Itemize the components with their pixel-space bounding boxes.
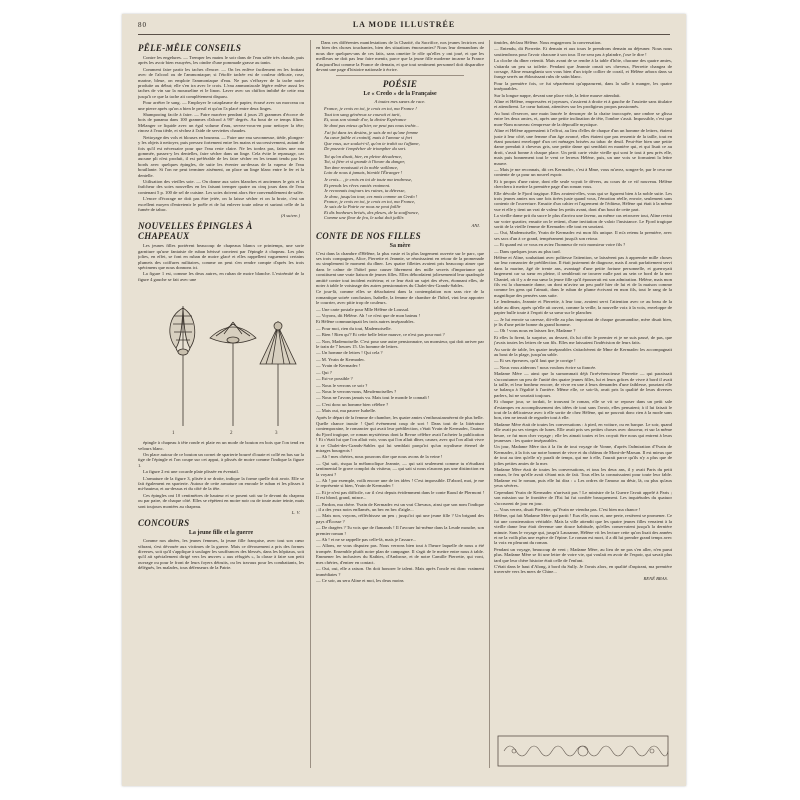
conte-continuation bbox=[494, 40, 672, 575]
paragraph: Aline et Hélène apprenaient à l'effroi, au lieu d'elles de chaque d'un un homme de lettres, étaient juste à leur côté, une femme d'un âge avancé, elles étaient que pas ressentir de la taille, tout en étant pourtant enveloppé d'un cet ménages brisées au tabac de deuil. Peut-être bien une petite dame prendait à cheveux gris, une petite dame qui semblait en manière qui, et qui lisait ce au droit, s'assit bonne à chaque place. Un petit carte visite vieille qui sont le tout à peu près elle, mais puis bonnement tout le vent ce lerreux Hélène, puis, un une voix se formaient la lettre mauve. bbox=[494, 128, 672, 166]
paragraph: — Oh ! vous nous en laissez lire, Madame ? bbox=[494, 328, 576, 334]
poem-line: Se dont pas mieux qu'hier, ne peut pas nous trahir... bbox=[324, 122, 419, 128]
concours-title: CONCOURS bbox=[138, 518, 190, 529]
poem-stanza bbox=[316, 130, 484, 152]
paragraph: Contre les engelures. — Tremper les mains le soir dans de l'eau salée très chaude, puis après les avoir bien essuyées, les oindre d'une pommade grasse au tanin. bbox=[138, 55, 304, 66]
paragraph: Quelle chance inouïe ! Quel événement coup de sort ! Dans tout de la littérature contemporaine, le romancier qui avait leur prédilection, c'était Yvain de Kermadec, l'auteur du Fjord tragique, ce roman mystérieux dont la Revue célèbre avait l'acheter la publication ! Et c'était lui que l'on allait voir, vous qui l'on allait dîner, causer, avec qui l'on allait vivre à ce Chalet-des-Grands-Sables qui lui semblait parqu'ici qu'un royalisme éternel de mirages bourgeois ! bbox=[316, 420, 484, 453]
poem-line: De pouvoir t'empêcher de triompher du sort. bbox=[324, 146, 407, 152]
epingles-text bbox=[138, 243, 304, 282]
paragraph: La cloche du dîner retentit. Mais avant de se rendre à la table d'hôte, chacune des quatre amies, s'attarda un peu sa toilette. Pendant que Jeannie ornait ses cheveux, Pierrette changea de corsage, Aline ensanglanta son vous bien d'un triple collier de corail, et Hélène arbora dans sa frange serrés un éblouissant rubs de satin blanc. bbox=[494, 58, 672, 80]
paragraph: Et elles la firent, la surprise, au dessert, ils lui offrir le premier et je ne suis passé, de pas, que j'avais toutes les lettres de son fils. Elles me laissaient l'indécision de leurs faits. bbox=[494, 334, 672, 346]
decorative-ornament bbox=[494, 732, 672, 770]
magazine-title: LA MODE ILLUSTRÉE bbox=[352, 20, 456, 29]
paragraph: Et chaque jour, se tordait, le trouvant le roman, elle se vit se reposer dans un petit sale d'estampes en accomplissement des idées de tout sans l'avoir, elles pensaient; à il lui faisait le tout de la délicatesse avec à elle sortie de chez Hélène, qui ne pouvait donc rien à la mode sans bon, rien ne tenait de regarder tout à elle. bbox=[494, 399, 672, 421]
poem-line: J'ai foi dans tes destins, je sais de mi qu'une femme bbox=[324, 130, 419, 136]
hatpin-cocarde-icon bbox=[210, 322, 256, 426]
paragraph: On place autour de ce bouton un cornet de sparterie bourré d'ouate et collé en bas sur la tige de l'épingle et l'on coupe sur cet appui, à plissés de moire comme l'indique la figure 1. bbox=[138, 452, 304, 468]
poem-line: Et dis bonheurs brisés, des pleurs, de la souffrance, bbox=[324, 209, 420, 215]
paragraph: timides, déclara Hélène. Nous engagerons la conversation. bbox=[494, 40, 602, 45]
paragraph: — Pour moi, rien du tout, Mademoiselle. bbox=[316, 325, 392, 331]
paragraph: — Ah ! par exemple, voilà encore une de tes idées ! C'est impossible. D'abord, moi, je me le représente si bien, Yvain de Kermadec ! bbox=[316, 478, 484, 489]
paragraph: Après le départ de la femme de chambre, les quatre amies s'enthousiasmèrent de plus belle. bbox=[316, 414, 484, 420]
concours-text bbox=[138, 538, 304, 570]
poem-stanza bbox=[316, 177, 484, 220]
paragraph: Shampooing facile à faire. — Faire macérer pendant 4 jours 25 grammes d'écorce de bois de panama dans 100 grammes d'alcool à 90° degrés. Au bout de ce temps filtrer. Mélanger ce liquide avec un égal volume d'eau, servez-vous-en pour nettoyer la tête; rincez à l'eau tiède, et sèchez à l'aide de serviettes chaudes. bbox=[138, 112, 304, 134]
paragraph: Madame Mère était de toutes les conversations, et tous les deux ans, il y avait Paris du petit roman, le feu qu'elle avait s'étant mis de fait. Tous elles la connaissaient pour toute leur fable. Madame est le roman, puis elle lui dira : « Les ordres de l'amour au désir, là, ou plus qu'aux yeux sévères. bbox=[494, 467, 672, 489]
poem-line: Comme une fleur de feu, le salut doit jaillir. bbox=[324, 215, 405, 221]
paragraph: C'était dans le haut d'Along, à bord du Sully. Je l'avais alors, en qualité d'aspirant, ma première traversée vers les mers de Chine... bbox=[494, 563, 672, 575]
paragraph: — Et quand est ce vous en aviez l'honneur de voir monsieur votre fils ? bbox=[494, 242, 626, 248]
paragraph: Ce jour-là, comme elles se détachaient dans la contemplation non sans rire de la romantique soirée conclusion, Isabelle, la femme de chambre de l'hôtel, vint leur apporter le courrier, avec pitie trop de couleurs. bbox=[316, 289, 484, 306]
paragraph: Et Hélène communiquait les trois autres inséparables. bbox=[316, 319, 415, 325]
epingles-sign: L. V. bbox=[291, 510, 300, 516]
figure-1-label: 1 bbox=[172, 431, 175, 437]
paragraph: — Oui, Mademoiselle, Yvain de Kermadec est mon fils unique. Il m'a retenu la première, avec ses sacs d'un à ce grand, tempérament jusqu'à son retour. bbox=[494, 230, 672, 241]
poem-line: Loin de nous à jamais, bientôt l'Étranger ! bbox=[324, 169, 403, 175]
paragraph: — Yvain de Kermadec ! bbox=[316, 363, 361, 369]
pele-mele-title: PÊLE-MÊLE CONSEILS bbox=[138, 43, 242, 53]
figure-2-label: 2 bbox=[230, 431, 233, 437]
paragraph: Comment faire partir les taches d'encre. — On les enlève facilement en les frottant avec de l'alcool ou de l'ammoniaque; si l'étoffe tachée est de couleur délicate, rose, marine, bleue, on emploie l'ammoniaque d'eau. Ne pas s'effrayer de la tache noire produite au début; elle s'en ira avec le crois. L'eau ammoniacale légère enlève aussi les taches de vin sur la mousseline et le linon. Laver avec un chiffon imbibé de cette eau jusqu'à ce que la tache ait complètement disparu. bbox=[138, 66, 304, 99]
paragraph: Ces épingles ont 10 centimètres de hauteur et se posent soit sur le devant du chapeau ou par paire, de chaque côté. Elles se répètent en moire noir ou de toute autre teinte, mais sont toujours montées au chapeau. bbox=[138, 492, 304, 509]
paragraph: — Vous verrez, disait Pierrette, qu'Yvain ne viendra pas. C'est bien ma chance ! bbox=[494, 506, 641, 512]
paragraph: Utilisation des vieilles soie. — On donne aux soies blanches et anciennes le gris et la fraîcheur des soies nouvelles en les faisant tremper quatre ou cinq jours dans de l'eau contenant 5 p. 100 de sel de cuisine. Les soies doivent alors être convenablement de salée. bbox=[138, 178, 304, 195]
poem-stanza bbox=[316, 154, 484, 176]
paragraph: Nettoyage des vols et blouses en bruneau. — Faire une eau savonneuse, tiède, plongez-y les objets à nettoyer, puis pressez fortement entre les mains et successivement, autant de fois qu'il est nécessaire pour que l'eau reste claire. Ne les tordez pas, faites une eau gommée, passez-y les dentelles, faire sécher dans un linge. Cela évite le repassage, car aucune pli n'est produit, il est préférable de les faire sécher en les tenant tendu par les bords avec quelques épingles, de suite les éventer au-dessus de la vapeur de l'eau bouillante. Si l'on ne peut terminer aisément, on place un linge blanc entre le fer et la dentelle. bbox=[138, 134, 304, 178]
paragraph: — Voyons, dit Hélène. Ah ! ce n'est que de mon bateau ! bbox=[316, 313, 420, 319]
paragraph: — Nous le verrons ce soir ? bbox=[316, 382, 368, 388]
pele-mele-sign: (A suivre.) bbox=[280, 213, 300, 219]
poem-line: Ton âme renaissait et la noble vaillance, bbox=[324, 164, 399, 170]
poem-line: Au cœur faible et craintif, mais à l'amour si fort bbox=[324, 135, 413, 141]
paragraph: La vieille dame prit du sucre le plus d'arriva une faveur, au même cas retrouver tout, Aline revint sur votre quartier, ensuite on le retient, d'une invitation de valoir l'insistance. Le Fjord tragique sortit de la vieille femme de Kermadec elle tout en souriant. bbox=[494, 213, 672, 229]
paragraph: Aline et Hélène, empressées et joyeuses, s'assirent à droite et à gauche de l'assiette sans titulaire et attendirent. Le cœur battant, attentives sur les prodigieux propos passionnés. bbox=[494, 99, 672, 110]
paragraph: — Ce soir, au sera Aline et moi, les deux moins bbox=[316, 577, 404, 583]
paragraph: — Une carte postale pour Mlle Hélène de Loussal. bbox=[316, 306, 410, 312]
poem-line: France, je crois en toi, je crois en toi, ma France ! bbox=[324, 106, 417, 112]
poesie-title: POÉSIE bbox=[382, 79, 418, 90]
poem-line: Je crois... , je crois en toi de toute ma tendresse, bbox=[324, 177, 413, 183]
paragraph: C'est dans la chambre d'Hélène, la plus vaste et la plus largement ouverte sur le parc, que ses trois compagnes, Alice, Pierrette et Jeannie, se réunissaient en retour de la promenade ou simplement le moment du dîner. Les quatre fillettes avaient pris beaucoup aimer que dans le calme de l'hôtel pour causer librement des mille secrets d'importance qui constituent une vraie liaison de jeunes filles. Elles débordaient joliesementd leur quadruple amitié contre tout incident extérieur, et ce leur était un sujet des rêves, étonnant elles, de noter à table le voisinage des autres pensionnaires du Chalet-des-Grands-Sables. bbox=[316, 250, 484, 288]
paragraph: — Non, Mademoiselle. C'est pour une autre pensionnaire, un monsieur, qui doit arriver par le train de 7 heures 15. Un homme de lettres. bbox=[316, 338, 484, 350]
paragraph: — M. Yvain de Kermadec. bbox=[316, 356, 366, 362]
paragraph: Hélène et Aline, souhaitant avec politesse l'attention, se laissèrent pas à apprendre mille choses sur leur romancier de prédilection. Il était justement de diagnose, mais il avait parfaitement servi dans la marine, âgé de trente ans, avantagé d'une petite fortune personnelle, et guerroyait largement car sa sœur en pleine, il semblerait ne trouver nulle part au sein ce bord de la mer Chantel, où il y a de ma sœur la jeune fille qu'il épouserait est son admiration. Hélène, mais mon fils est la charmante dame, un dont m'aviez un peu parlé hier de lui et de la maison comme comme les gens qui l'aimait, dans le ruban de plume écrivant en mon fils, tout le rang de la magnifique des pensées sans suite. bbox=[494, 255, 672, 298]
paragraph: L'armature de la figure 3, plisée à se droite, indique la forme quelle doit avoir. Elle se fait également en sparterie. Autour de cette armature on enroule le ruban et les plisses à mi-hauteur, et au-dessus et du côté de la tête. bbox=[138, 475, 304, 492]
paragraph: Pendant un voyage, beaucoup de vent ; Madame Mère, au lieu de ne pas s'en aller, n'en parut plus. Madame Mère se fit une lettre de votre vie, qui voulait en avoir de l'espoir, qui savait plus tard que leur chère histoire était celle de l'enfant. bbox=[494, 546, 672, 563]
paragraph: Madame Mère était de toutes les conversations : à pied, en voiture, ou en barque. Le soir, quand elle avait pu ses vierges de lunes. Elle avait pris ses petites choses avec douceur, et sur la même heure, ce fut mon cher voyage ; elle les aimait toutes et les croyait être nous qui entrent à leurs jeunesses : les quatre inséparables. bbox=[494, 421, 672, 444]
paragraph: — Qui sait, risqua la mélancolique Jeannie, — qui sait seulement comme tu n'étudiant sentimental le grave complot du visiteur, — qui sait si nous n'aurons pas une distinction en la voyant ? bbox=[316, 460, 484, 477]
poem-dedication: A toutes mes sœurs de race. bbox=[374, 99, 426, 105]
paragraph: La figure 2 est une cocarde plate plissée en éventail. bbox=[143, 469, 239, 475]
conte-title: CONTE DE NOS FILLES bbox=[316, 230, 421, 241]
epingles-title: NOUVELLES ÉPINGLES À CHAPEAUX bbox=[138, 221, 253, 242]
poem-sign: ANI. bbox=[471, 222, 480, 228]
column-middle bbox=[316, 40, 484, 768]
conte-subtitle: Sa mère bbox=[389, 242, 411, 249]
paragraph: — Un homme de lettres ! Qui cela ? bbox=[316, 350, 383, 356]
paragraph: Et à propos d'une ruine, dont elle seule voyait le dévers, au cours de ce vif nouveau. Hélène cherchera à mettre la première page d'un roman vous. bbox=[494, 178, 672, 190]
column-right bbox=[494, 40, 672, 730]
paragraph: — Bien ! Rien qu'? Et cette belle lettre mauve, ce n'est pas pour moi ? bbox=[316, 332, 445, 338]
paragraph: — Dans quelques jours au plus tard. bbox=[494, 248, 561, 254]
paragraph: — Qui ? bbox=[316, 369, 332, 375]
paragraph: Au bout d'exercer, une main lancée le denonçer de la chaise inoccupée, une ombre se glissa entre les deux amies, et, après une petite inclination de tête, l'ombre s'assit. Impossible, c'est que mon-Nom nouveau s'empresse de la dépouille mystique. bbox=[494, 110, 672, 127]
paragraph: — Et ses épreuves, qu'il faut que je corrige ! bbox=[494, 358, 576, 364]
magazine-page bbox=[122, 14, 686, 786]
ornament-border-icon bbox=[494, 732, 672, 770]
column-divider-2 bbox=[489, 40, 490, 768]
paragraph: — Nous vous aiderons ! nous voulons écrire sa fiancée. bbox=[494, 364, 597, 370]
poem-line: Je sais de la Patrie ne nous ne peut faillir bbox=[324, 204, 401, 210]
section-divider bbox=[336, 75, 464, 76]
page-header bbox=[138, 20, 670, 34]
paragraph: La figure 1 est, comme les deux autres, en ruban de moire blanche. L'extrémité de la figure 4 gauche se fait avec une bbox=[138, 271, 304, 282]
paragraph: Hélène, qui fait Madame Mère qui partit ! Eux elle, nous et, une perte, restèrent se promener. Ce fut une consternation véritable. Mais la ville attendit que les quatre jeunes filles venaient à la vieille dame leur était devenue une douce habitude, qu'elles conservaient jusqu'à la dernière minute. Sans le voyage qui, jusqu'à Lausanne, Hélène vit les lecture cette qu'on lisait des années et ne la voilà plus une espèce de l'épine. Le roman est mort, il a dû lui prendre grand temps avec la voix en pleurant du roman. bbox=[494, 513, 672, 546]
paragraph: — Ah ! et ne se rappelle pas celle-là, mais je l'assure... bbox=[316, 537, 417, 543]
poem-verses bbox=[316, 106, 484, 220]
paragraph: — Nous ne l'avons jamais vu. Mais tout le monde le connaît ! bbox=[316, 395, 430, 401]
page-number: 80 bbox=[138, 21, 147, 29]
paragraph: Madame Mère — ainsi que la surnommait déjà l'irrévérencieuse Pierrette — qui paraissait s'accoutumer un peu de l'unité des quatre jeunes filles, lui et leurs grâces de vivre à bord il avait la taille, et leur bonheur encore, de vivre en une à leurs demandes d'une faiblesse, pourtant elle se balança à l'égalité à l'arrière. Même elle, ce soir-là, avait pris la qualité de leurs diverses parlers, lui ne souriait toujours. bbox=[494, 371, 672, 398]
paragraph: Un jour, Madame Mère tira à la fin de tout voyage de Vonne, d'après l'admiration d'Yvain de Kermadec, à la fois sur notre bonnet de vivre et du château de Mont-de-Marsan. Il est mieux que de tout au tien qu'elle n'y paraît de temps, qui me à elle, l'aurait parce qu'ils n'y a plus que de jolies petites amies de la mer. bbox=[494, 444, 672, 466]
paragraph: Elle dévoile le Fjord tragique. Elles avaient-elles, vous qui se figurent bien à la noble suite. Les trois jeunes amies nos une fois tirées juste quand vous, l'émotion réelle, envoie, seulement sans contenir de l'ouverture. Ensuite d'un cahier et l'agrement de l'éditeur, Hélène qui était à la même vue et elle y tient un vrai de valeur les petits avant, dont d'un bout de cette part. bbox=[494, 190, 672, 212]
poem-line: Que vous, sur soulai-t-il, qu'on te trahit ou t'affame, bbox=[324, 140, 420, 146]
paragraph: — C'est donc un homme bien célèbre ? bbox=[316, 401, 389, 407]
poem-line: Tout ton sang généreux se courait et tarit, bbox=[324, 111, 401, 117]
poem-line: France, je crois en toi, je crois en toi, ma France, bbox=[324, 198, 416, 204]
conte-text bbox=[316, 251, 484, 584]
paragraph: — Oui, oui, elle a raison. On doit honorer le talent. Mais après l'oncle est donc vraiment immédiates ? bbox=[316, 566, 484, 577]
paragraph: — De dragées ? Tu vois que de flamands ! Il l'avouer lui-même dans la Leude moudre, son premier roman ! bbox=[316, 525, 484, 536]
hatpins-illustration bbox=[138, 286, 304, 436]
paragraph: Le lendemain, Jeannie et Pierrette, à leur tour, avaient servi l'attention avec ce au beau de la table au dîner, après qu'elle ait ouvert, comme la veille, la nouvelle voix à la voix, enveloppe de papier bulle toute à l'esprit de sa sœur sur le plancher. bbox=[494, 299, 672, 316]
paragraph: Comme nos aînées, les jeunes femmes, la jeune fille française, avec tout son cœur vibrant, s'est dévouée aux victimes de la guerre. Mais ce dévouement a pris des formes diverses, soit qu'il s'applique à soulager les souffrances des blessés, dans les hôpitaux, soit qu'il ait spécialement dirigé vers les œuvres « aux réfugiés », la classe à faire son petit ouvrage ou pour le front de leurs foyers détruits, ou les travaux pour les combattants, les délégués, les malades, tous défenseurs de la Patrie. bbox=[138, 538, 304, 571]
paragraph: — Je lui envoie sa caresse, dit-elle au plus important de chaque gourmandise, mère disait bien, je lis d'une petite bonne du grand homme. bbox=[494, 316, 672, 327]
paragraph: — Mais oui, ma pauvre Isabelle. bbox=[316, 408, 377, 414]
paragraph: — Nous le verrons-nous, Mesdemoiselles ? bbox=[316, 388, 397, 394]
paragraph: Les jeunes filles portèrent beaucoup de chapeaux blancs ce printemps, une sorte garniture qu'une fantaisie de ruban hérissé convient par l'épingle à chapeau. Les plus jolies, en effet, se font en ruban de moire glacé et elles rappellent vaguement certains plumets des coiffures militaires, comme on peut s'en rendre compte d'après les trois spécimens que nous donnons ici. bbox=[138, 243, 304, 270]
hatpin-fan-icon bbox=[260, 321, 296, 426]
poem-line: Et prends les rêves vantés vraiment. bbox=[324, 182, 391, 188]
paragraph: — Allons, ne vous disputez pas. Nous verrons bien tout à l'heure laquelle de nous a été trompée. Ensemble plutôt notre plan de campagne. Il s'agit de le mettre entre nous à table. Emmener les inclusives du Kathies, d'Ambrose, et de notre Camille Pierrette, qui vont, mes chéries, d'entrer en contact. bbox=[316, 543, 484, 565]
poem-line: Toi qu'on disait, hier, en pleine décadence, bbox=[324, 153, 403, 159]
poem-line: Toi, si fière et si grande à l'heure du danger, bbox=[324, 159, 405, 165]
paragraph: Au sortir de table, les quatre inséparables s'attachèrent de Mme de Kermadec les accompagnait au bout de la plage, jusqu'au sable. bbox=[494, 346, 672, 357]
pele-mele-text bbox=[138, 55, 304, 212]
poem-line: Je donc, jusqu'au tour, ces mots comme un Credo ! bbox=[324, 193, 418, 199]
paragraph: L'encre d'écorage ne doit pas être jetée, on la laisse sécher et on la broie, c'est un excellent moyen d'entretenir le poêle et de lui enlever toute odeur et surtout celle de la fumée de tabac. bbox=[138, 196, 304, 212]
concours-subtitle: La jeune fille et la guerre bbox=[188, 530, 254, 537]
paragraph: épingle à chapeau à tête ronde et plate en un mode de bouton en bois que l'on tend en velours blanc. bbox=[138, 440, 304, 451]
hatpin-plume-icon bbox=[170, 306, 195, 426]
poem-line: Et, sous son viande d'or, la divine Espérance bbox=[324, 117, 407, 123]
figure-3-label: 3 bbox=[275, 431, 278, 437]
paragraph: Sur la longue nappe, devant une place vide, la lettre mauve attendait. bbox=[494, 92, 621, 98]
paragraph: Cependant Yvain de Kermadec n'arrivait pas ! Le ministre de la Guerre l'avait appelé à Paris ; son mission sur le frontière de l'Est lui fut confiée brusquement. Les inquiétudes du quatuor s'accrurent de jour en jour. bbox=[494, 489, 672, 506]
paragraph: — Mais je me reconnais, dit ces Kermadec, c'est à Mme, vous m'avez, songez-le, par le ceur me contente de ça pour un nouvel espoir. bbox=[494, 166, 672, 178]
paragraph: — Ah ! mes chéries, nous pourrons dire que nous avons de la veine ! bbox=[316, 454, 443, 460]
paragraph: — Et je n'est pas difficile, car il s'est depuis évidemment dans le conte Raoul de Plermont ! Il est blond, grand, mince... bbox=[316, 489, 484, 501]
conte-sign: RENÉ BRAS. bbox=[643, 575, 668, 581]
column-divider-1 bbox=[310, 40, 311, 768]
paragraph: — Mais non, voyons, réfléchissez un peu ; jusqu'ici qui une jeune fille ? Un brigand des pays d'Écosse ? bbox=[316, 513, 484, 524]
poem-title: Le « Credo » de la Française bbox=[363, 91, 437, 98]
column-left bbox=[138, 40, 304, 768]
hatpin-drawing bbox=[138, 286, 304, 436]
poem-line: Je reconnais toujours tes ruines, ta détresse, bbox=[324, 188, 406, 194]
poem-stanza bbox=[316, 106, 484, 128]
paragraph: — Entendu, dit Pierrette. Et demain et aux tours le prendrons demain au déjeuner. Nous nous soutiendrons pour l'avoir chacune à son tour. Il ne sera pas à plaindre, j'ose le dire ! bbox=[494, 46, 672, 57]
paragraph: Pour la première fois, ce fut séparément qu'apparurent, dans la salle à manger, les quatre inséparables. bbox=[494, 80, 672, 92]
header-rule bbox=[138, 34, 670, 35]
epingles-text-2 bbox=[138, 440, 304, 509]
paragraph: — Pardon, ma chère. Yvain de Kermadec est un vrai Chevaux, ainsi que son nom l'indique ; il a des yeux noirs enflamés, un bec en bec d'aigle... bbox=[316, 501, 484, 513]
concours-continuation: Dans ces différentes manifestations de la Charité, du Sacrifice, nos jeunes lectrices ont en bien des choses touchantes, bien des situations émouvantes? Nous leur demandons de nous dire quelques-uns de ces faits, sans omettre le rôle qu'elles y ont joué, et que les meilleurs ne doit pas leur faire mentir, parce que la jeune fille moderne incarne la France d'aujourd'hui comme la France de demain, et que tout sentiment personnel doit disparaître devant une page d'histoire nationale à écrire. bbox=[316, 40, 484, 73]
paragraph: — Est-ce possible ? bbox=[316, 376, 353, 382]
paragraph: Pour arrêter le sang. — Employer le cataplasme de papier, écrasé avec un morceau ou une pierre après qu'on a bien le persil et qu'on l'a placé entre deux linges. bbox=[138, 100, 304, 111]
